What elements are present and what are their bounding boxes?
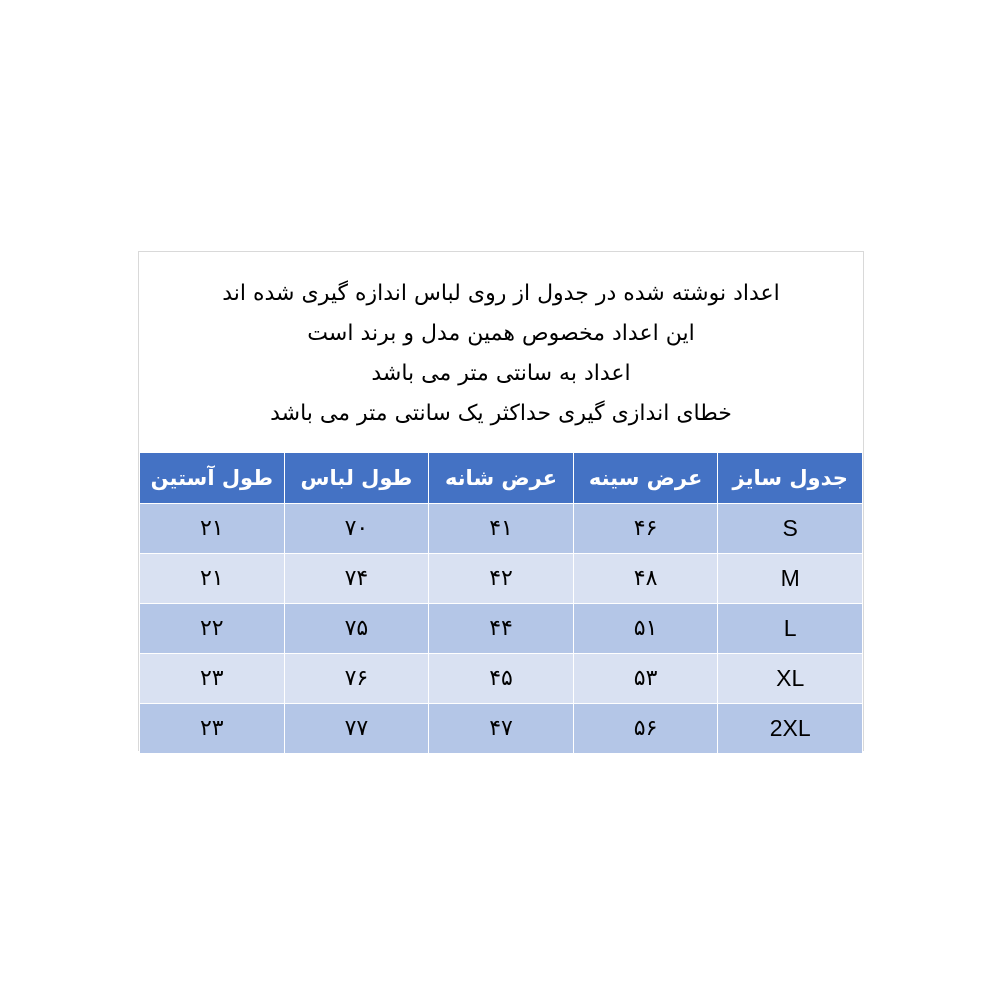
table-row — [140, 654, 863, 704]
cell-chest: ۴۸ — [573, 554, 718, 604]
table-header-row — [140, 453, 863, 504]
cell-chest: ۵۱ — [573, 604, 718, 654]
cell-chest: ۵۶ — [573, 704, 718, 754]
cell-size: S — [718, 504, 863, 554]
cell-shoulder: ۴۴ — [429, 604, 574, 654]
cell-size: L — [718, 604, 863, 654]
cell-length: ۷۷ — [284, 704, 429, 754]
note-line: اعداد نوشته شده در جدول از روی لباس اندازه گیری شده اند — [222, 281, 780, 306]
header-chest-width: عرض سینه — [573, 453, 718, 504]
note-line: اعداد به سانتی متر می باشد — [371, 361, 631, 386]
cell-shoulder: ۴۷ — [429, 704, 574, 754]
cell-chest: ۵۳ — [573, 654, 718, 704]
cell-size: M — [718, 554, 863, 604]
header-sleeve-length: طول آستین — [140, 453, 285, 504]
cell-shoulder: ۴۱ — [429, 504, 574, 554]
cell-sleeve: ۲۲ — [140, 604, 285, 654]
header-shoulder-width: عرض شانه — [429, 453, 574, 504]
cell-sleeve: ۲۱ — [140, 554, 285, 604]
cell-shoulder: ۴۵ — [429, 654, 574, 704]
cell-length: ۷۶ — [284, 654, 429, 704]
size-chart-card — [138, 251, 864, 751]
note-line: خطای اندازی گیری حداکثر یک سانتی متر می باشد — [270, 401, 732, 426]
size-table — [139, 452, 863, 754]
table-row — [140, 604, 863, 654]
table-row — [140, 704, 863, 754]
cell-chest: ۴۶ — [573, 504, 718, 554]
cell-length: ۷۵ — [284, 604, 429, 654]
cell-sleeve: ۲۱ — [140, 504, 285, 554]
header-size-chart: جدول سایز — [718, 453, 863, 504]
header-garment-length: طول لباس — [284, 453, 429, 504]
cell-length: ۷۰ — [284, 504, 429, 554]
note-line: این اعداد مخصوص همین مدل و برند است — [307, 321, 695, 346]
cell-size: 2XL — [718, 704, 863, 754]
cell-size: XL — [718, 654, 863, 704]
notes-block — [139, 252, 863, 452]
cell-sleeve: ۲۳ — [140, 704, 285, 754]
table-row — [140, 504, 863, 554]
cell-length: ۷۴ — [284, 554, 429, 604]
cell-shoulder: ۴۲ — [429, 554, 574, 604]
table-row — [140, 554, 863, 604]
cell-sleeve: ۲۳ — [140, 654, 285, 704]
